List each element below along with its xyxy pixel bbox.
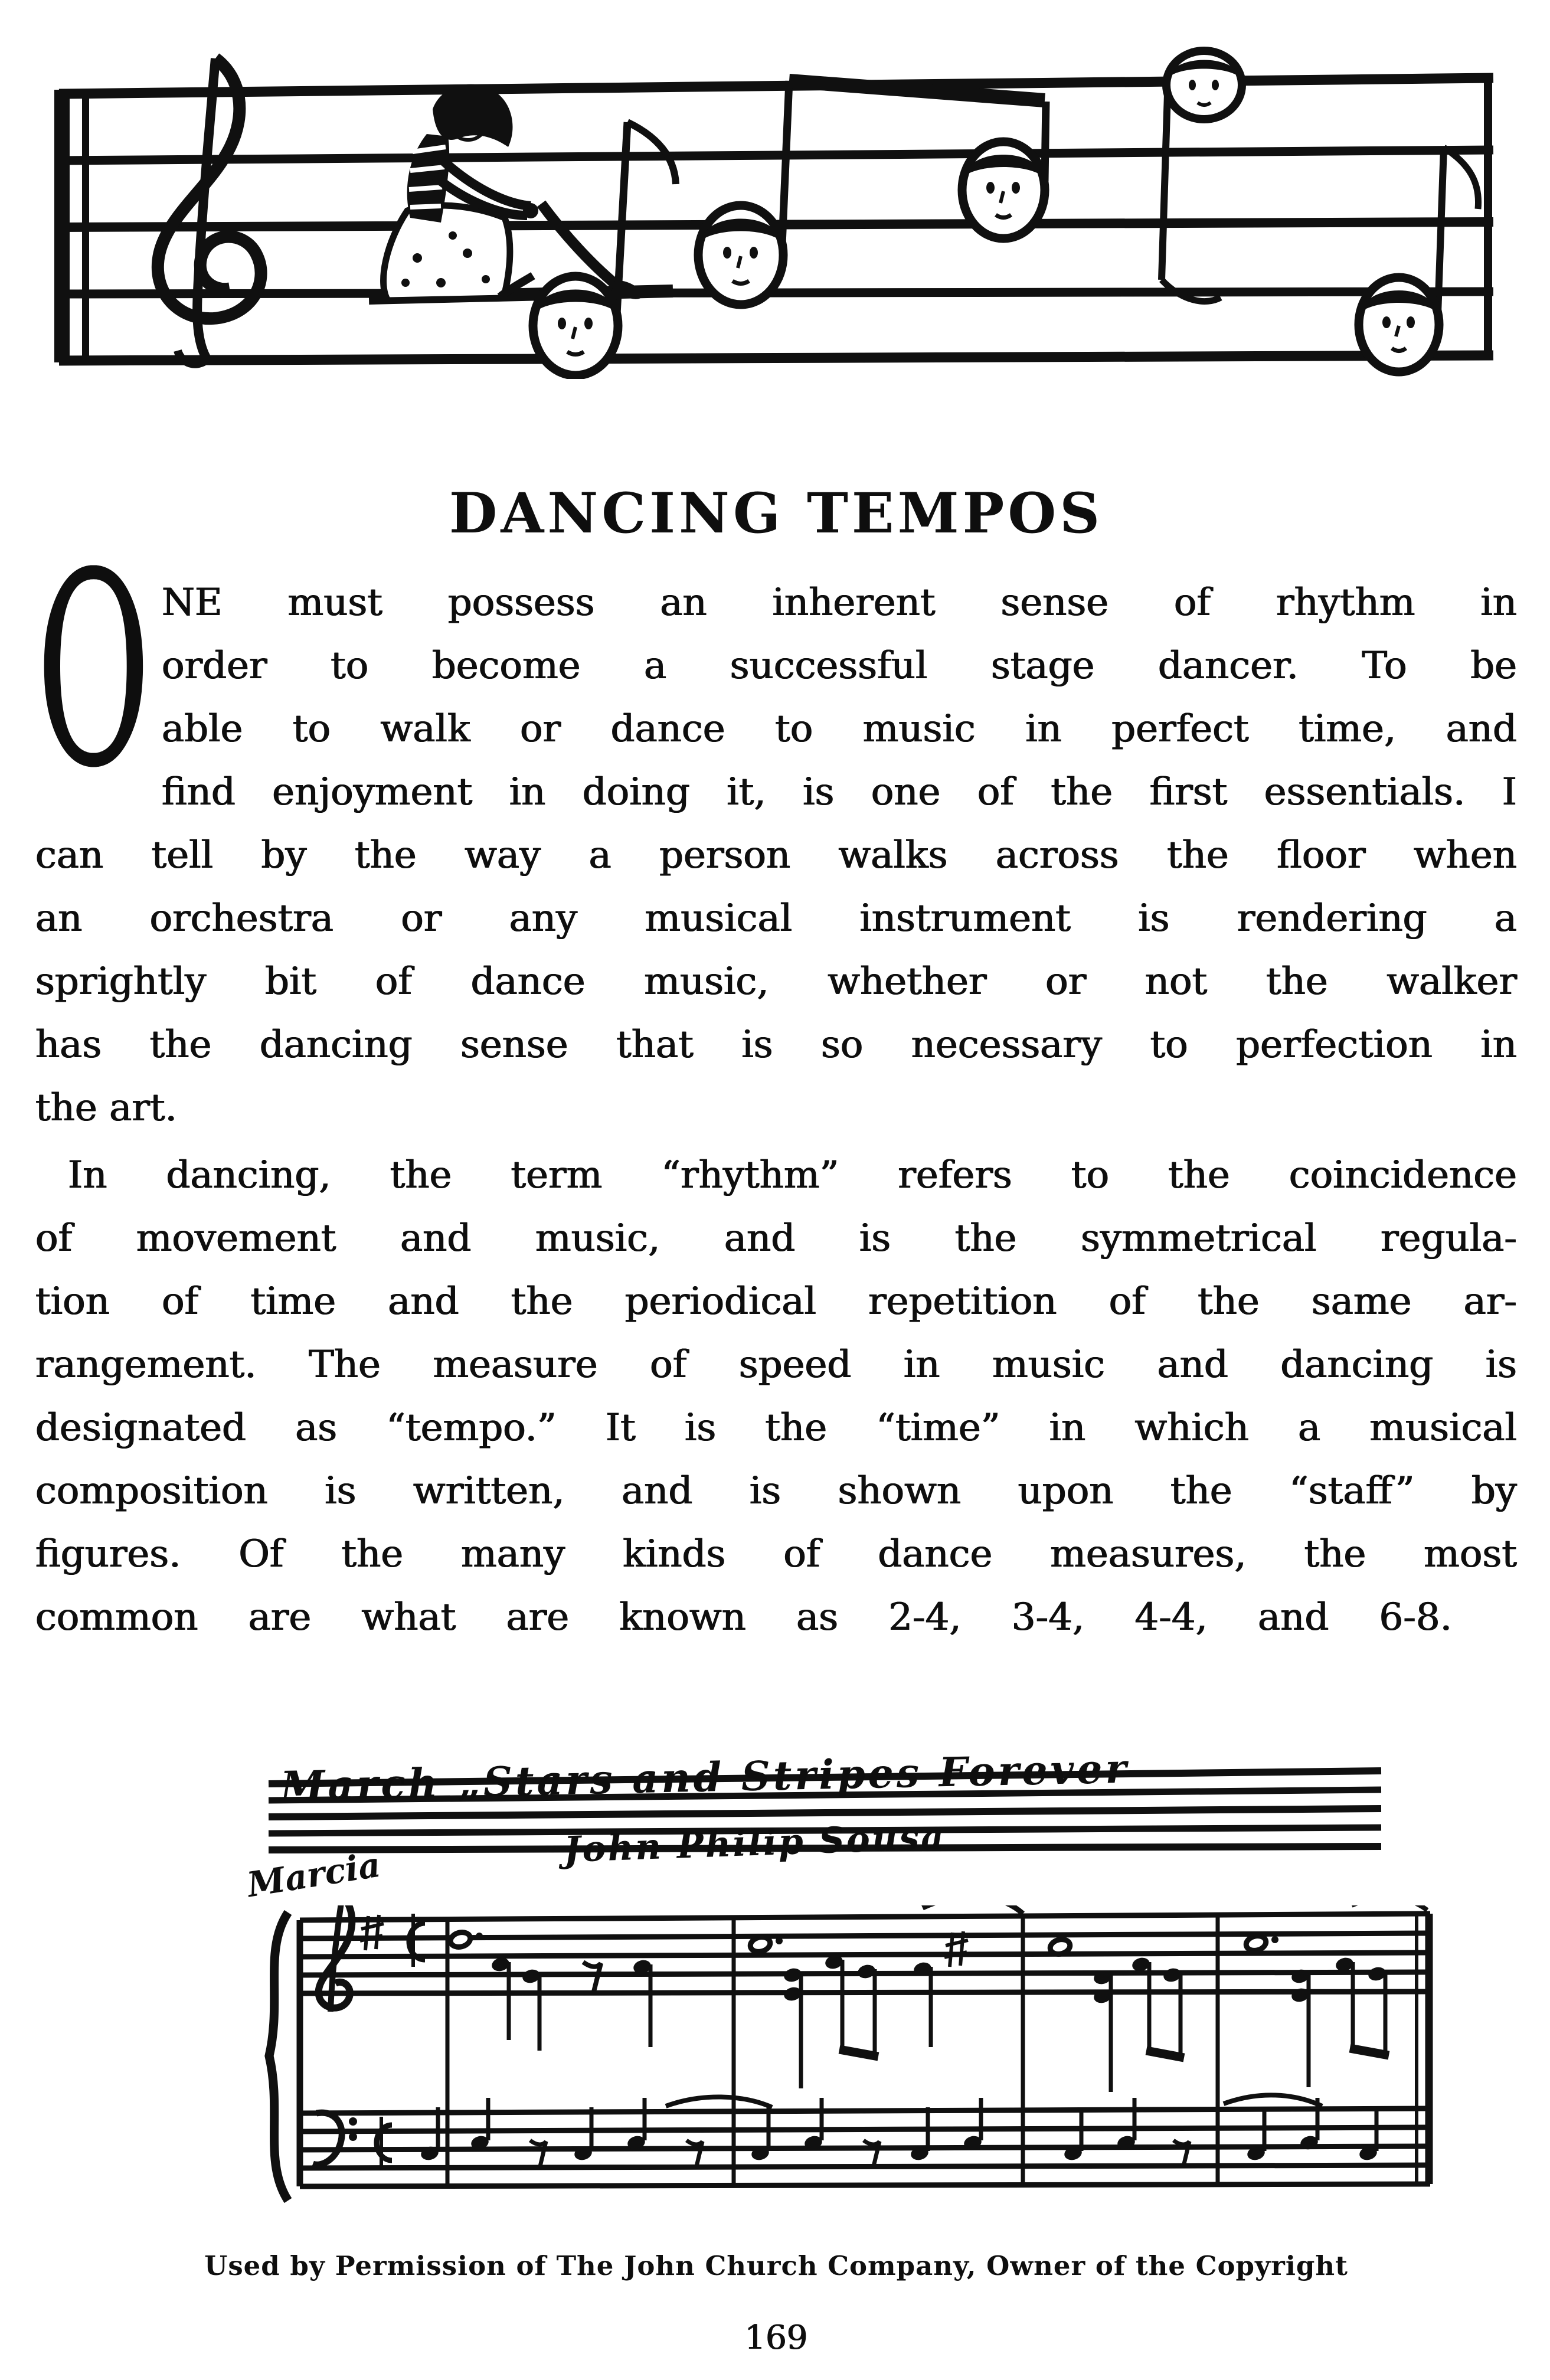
text-line: rangement. The measure of speed in music and dancing is — [35, 1343, 1517, 1387]
text-line: can tell by the way a person walks across the floor when — [35, 833, 1517, 877]
text-line: the art. — [35, 1086, 177, 1130]
score-composer: John Philip Sousa — [563, 1816, 947, 1871]
page-title: DANCING TEMPOS — [449, 480, 1104, 546]
text-line: order to become a successful stage dancer. To be — [162, 644, 1517, 688]
text-line: figures. Of the many kinds of dance measures, the most — [35, 1532, 1517, 1576]
text-line: composition is written, and is shown upon the “staff” by — [35, 1469, 1517, 1513]
text-line: has the dancing sense that is so necessary to perfection in — [35, 1023, 1517, 1067]
treble-clef-icon — [158, 58, 261, 364]
dancer-skirt — [384, 205, 510, 300]
page-number: 169 — [744, 2319, 808, 2357]
treble-staff-lines — [300, 1914, 1430, 1993]
text-line: sprightly bit of dance music, whether or not the walker — [35, 960, 1517, 1003]
drop-cap — [37, 515, 153, 826]
drop-cap-letter: O — [37, 515, 151, 826]
score-grand-staff — [253, 1905, 1446, 2221]
dancer-hand — [523, 203, 538, 218]
note-face-3 — [962, 102, 1046, 238]
text-line: of movement and music, and is the symmetrical regula- — [35, 1217, 1517, 1260]
text-line: common are what are known as 2-4, 3-4, 4-4, and 6-8. — [35, 1596, 1452, 1639]
text-line: an orchestra or any musical instrument is rendering a — [35, 897, 1517, 940]
bass-clef-icon — [313, 2113, 392, 2168]
paragraph-one — [35, 515, 1517, 1140]
permission-caption: Used by Permission of The John Church Company, Owner of the Copyright — [204, 2250, 1348, 2281]
text-line: designated as “tempo.” It is the “time” in which a musical — [35, 1406, 1517, 1450]
note-face-4 — [1162, 51, 1242, 302]
score-heading: March „Stars and Stripes Forever — [280, 1745, 1130, 1810]
text-line: able to walk or dance to music in perfect time, and — [162, 707, 1517, 751]
text-line: NE must possess an inherent sense of rhythm in — [162, 581, 1517, 625]
staff-dancer-notes-drawing — [44, 31, 1507, 379]
text-line: In dancing, the term “rhythm” refers to the coincidence — [68, 1153, 1517, 1197]
header-illustration — [44, 31, 1507, 379]
brace-icon — [269, 1912, 288, 2201]
paragraph-one-lines — [35, 515, 1517, 1140]
text-line: tion of time and the periodical repetition of the same ar- — [35, 1280, 1517, 1323]
text-line: find enjoyment in doing it, is one of the first essentials. I — [162, 770, 1517, 814]
paragraph-two — [35, 1144, 1517, 1649]
body-text — [35, 515, 1517, 1649]
score-tempo-marking: Marcia — [244, 1844, 384, 1905]
note-face-5 — [1359, 148, 1479, 372]
